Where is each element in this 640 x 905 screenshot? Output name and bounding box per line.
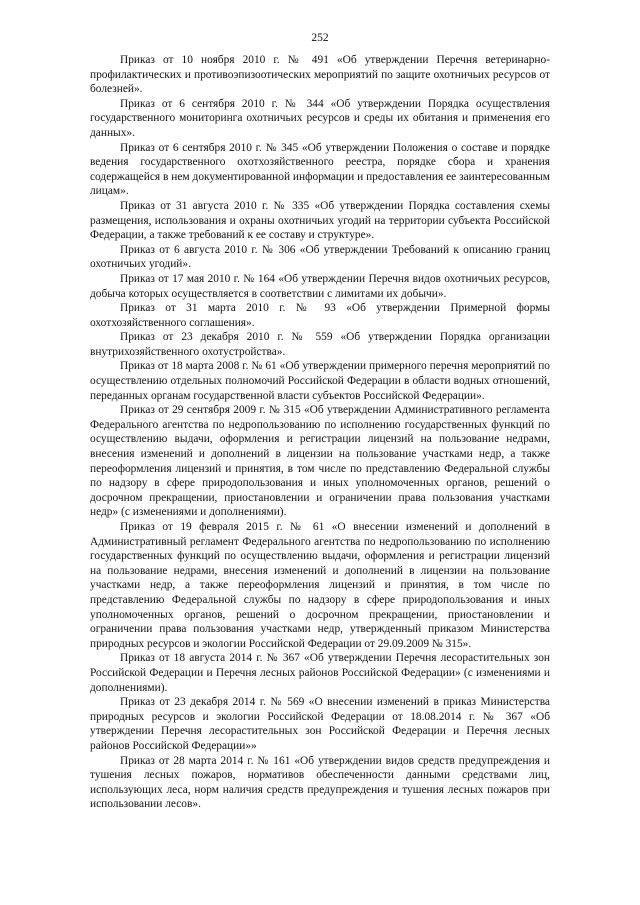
paragraph-order-161: Приказ от 28 марта 2014 г. № 161 «Об утверждении видов средств предупреждения и тушения лесных пожаров, нормативов обеспеченности данными средствами лиц, использующих леса, норм наличия средств предупреждения и тушения лесных пожаров при использовании лесов». [90,754,550,811]
paragraph-order-335: Приказ от 31 августа 2010 г. № 335 «Об утверждении Порядка составления схемы размещения, использования и охраны охотничьих угодий на территории субъекта Российской Федерации, а также требований к ее составу и структуре». [90,199,550,242]
paragraph-order-93: Приказ от 31 марта 2010 г. № 93 «Об утверждении Примерной формы охотхозяйственного соглашения». [90,302,550,329]
paragraph-order-315: Приказ от 29 сентября 2009 г. № 315 «Об утверждении Административного регламента Федерального агентства по недропользованию по исполнению государственных функций по осуществлению выдачи, оформления и регистрации лицензий на пользование недрами, внесения изменений и дополнений в лицензии на пользование участками недр, а также переоформления лицензий и принятия, в том числе по представлению Федеральной службы по надзору в сфере природопользования и иных уполномоченных органов, решений о досрочном прекращении, приостановлении и ограничении права пользования участками недр» (с изменениями и дополнениями). [90,404,550,519]
paragraph-order-569: Приказ от 23 декабря 2014 г. № 569 «О внесении изменений в приказ Министерства природных ресурсов и экологии Российской Федерации от 18.08.2014 г. № 367 «Об утверждении Перечня лесорастительных зон Российской Федерации и Перечня лесных районов Российской Федерации»» [90,696,550,752]
paragraph-order-345: Приказ от 6 сентября 2010 г. № 345 «Об утверждении Положения о составе и порядке ведения государственного охотхозяйственного реестра, порядке сбора и хранения содержащейся в нем документированной информации и предоставления ее заинтересованным лицам». [90,141,550,198]
paragraph-order-344: Приказ от 6 сентября 2010 г. № 344 «Об утверждении Порядка осуществления государственного мониторинга охотничьих ресурсов и среды их обитания и применения его данных». [90,97,550,139]
paragraph-order-61-2015: Приказ от 19 февраля 2015 г. № 61 «О внесении изменений и дополнений в Административный регламент Федерального агентства по недропользованию по исполнению государственных функций по осуществлению выдачи, оформления и регистрации лицензий на пользование недрами, внесения изменений и дополнений в лицензии на пользование участками недр, а также переоформления лицензий и принятия, в том числе по представлению Федеральной службы по надзору в сфере природопользования и иных уполномоченных органов, решений о досрочном прекращении, приостановлении и ограничении права пользования участками недр, утвержденный приказом Министерства природных ресурсов и экологии Российской Федерации от 29.09.2009 № 315». [90,521,550,650]
paragraph-order-559: Приказ от 23 декабря 2010 г. № 559 «Об утверждении Порядка организации внутрихозяйственного охотустройства». [90,331,550,358]
paragraph-order-367: Приказ от 18 августа 2014 г. № 367 «Об утверждении Перечня лесорастительных зон Российской Федерации и Перечня лесных районов Российской Федерации» (с изменениями и дополнениями). [90,652,550,694]
paragraph-order-491: Приказ от 10 ноября 2010 г. № 491 «Об утверждении Перечня ветеринарно-профилактических и противоэпизоотических мероприятий по защите охотничьих ресурсов от болезней». [90,54,550,96]
paragraph-order-306: Приказ от 6 августа 2010 г. № 306 «Об утверждении Требований к описанию границ охотничьих угодий». [90,243,550,271]
page-number: 252 [311,32,329,44]
document-body [90,53,550,812]
paragraph-order-164: Приказ от 17 мая 2010 г. № 164 «Об утверждении Перечня видов охотничьих ресурсов, добыча которых осуществляется в соответствии с лимитами их добычи». [90,272,550,300]
paragraph-order-61-2008: Приказ от 18 марта 2008 г. № 61 «Об утверждении примерного перечня мероприятий по осуществлению отдельных полномочий Российской Федерации в области водных отношений, переданных органам государственной власти субъектов Российской Федерации». [90,360,550,402]
